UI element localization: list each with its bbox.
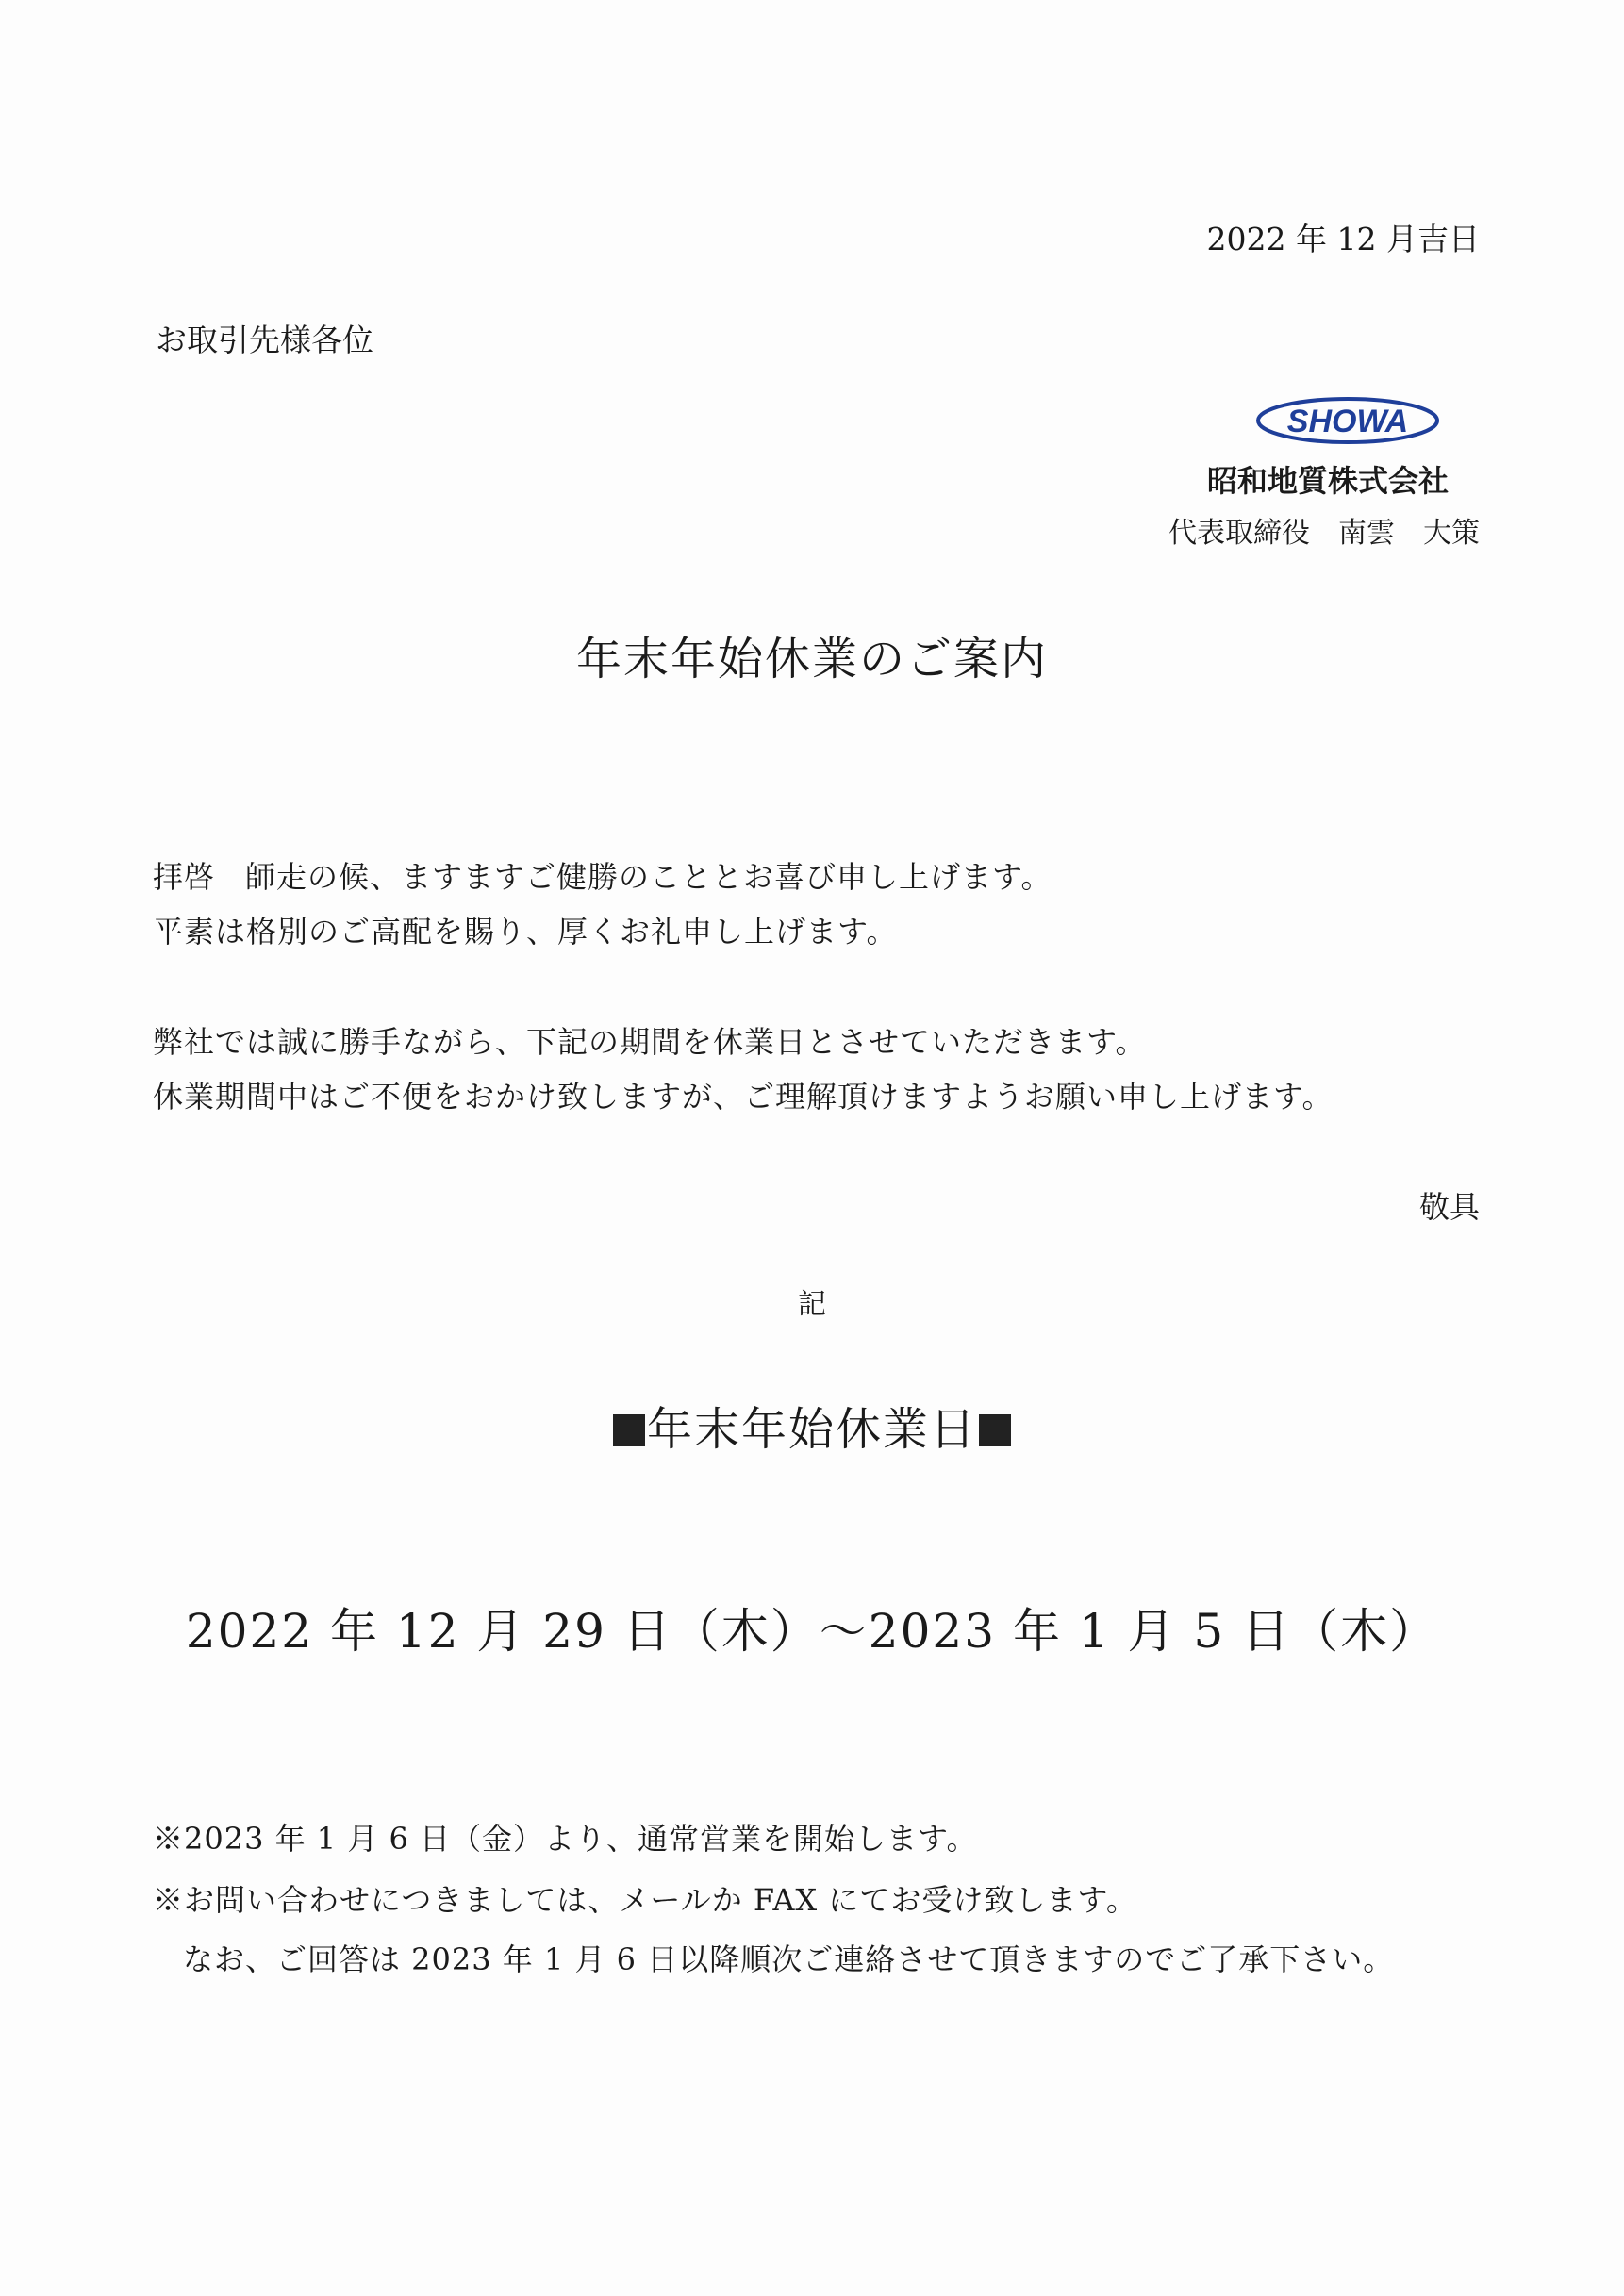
greeting-text: 師走の候、ますますご健勝のこととお喜び申し上げます。 <box>245 859 1052 895</box>
company-logo <box>1255 396 1440 445</box>
note-reopen: ※2023 年 1 月 6 日（金）より、通常営業を開始します。 <box>153 1821 978 1857</box>
holiday-period: 2022 年 12 月 29 日（木）～2023 年 1 月 5 日（木） <box>185 1604 1439 1659</box>
holiday-heading <box>0 1393 1624 1458</box>
greeting-line-1 <box>153 853 1052 897</box>
representative <box>1168 509 1480 551</box>
company-name: 昭和地質株式会社 <box>1206 463 1449 499</box>
representative-title: 代表取締役 <box>1168 517 1310 550</box>
document-title: 年末年始休業のご案内 <box>575 633 1048 685</box>
closing-word: 敬具 <box>1418 1189 1480 1225</box>
representative-given-name: 大策 <box>1423 517 1480 550</box>
greeting-line-2: 平素は格別のご高配を賜り、厚くお礼申し上げます。 <box>153 914 898 950</box>
addressee: お取引先様各位 <box>156 322 373 358</box>
note-inquiries: ※お問い合わせにつきましては、メールか FAX にてお受け致します。 <box>153 1882 1137 1918</box>
square-bullet-icon <box>979 1414 1011 1446</box>
svg-text:SHOWA: SHOWA <box>1286 404 1409 439</box>
notice-line-1: 弊社では誠に勝手ながら、下記の期間を休業日とさせていただきます。 <box>153 1024 1147 1060</box>
issue-date: 2022 年 12 月吉日 <box>1206 221 1480 257</box>
square-bullet-icon <box>613 1414 645 1446</box>
notice-line-2: 休業期間中はご不便をおかけ致しますが、ご理解頂けますようお願い申し上げます。 <box>153 1079 1334 1115</box>
record-marker: 記 <box>798 1288 826 1321</box>
note-reply: なお、ご回答は 2023 年 1 月 6 日以降順次ご連絡させて頂きますのでご了承下さい。 <box>183 1941 1395 1977</box>
holiday-heading-text: 年末年始休業日 <box>646 1403 977 1456</box>
representative-family-name: 南雲 <box>1338 517 1395 550</box>
greeting-opening: 拝啓 <box>153 859 216 895</box>
